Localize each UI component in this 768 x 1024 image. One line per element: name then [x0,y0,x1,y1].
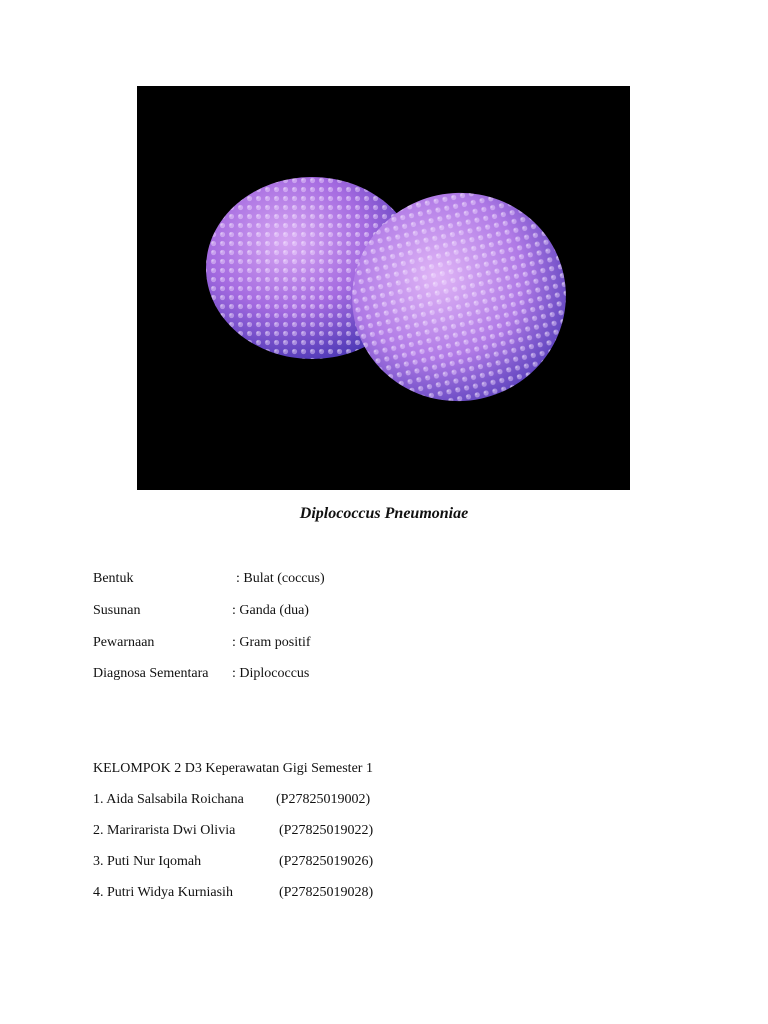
property-label: Susunan [93,602,141,618]
group-title: KELOMPOK 2 D3 Keperawatan Gigi Semester 1 [93,761,373,776]
member-nim: (P27825019022) [279,823,374,838]
property-value: : Gram positif [232,634,311,650]
property-label: Bentuk [93,571,134,586]
property-value: : Ganda (dua) [232,602,309,618]
member-name: 2. Marirarista Dwi Olivia [93,823,236,838]
member-row [93,884,373,915]
figure-caption: Diplococcus Pneumoniae [299,505,469,522]
member-nim: (P27825019002) [276,792,371,807]
property-label: Diagnosa Sementara [93,666,209,682]
property-value: : Diplococcus [232,666,310,682]
member-row [93,822,373,853]
member-row [93,853,373,884]
member-nim: (P27825019028) [279,885,374,900]
member-name: 1. Aida Salsabila Roichana [93,792,244,807]
member-name: 3. Puti Nur Iqomah [93,854,202,869]
bacteria-micrograph [137,86,630,490]
member-nim: (P27825019026) [279,854,374,869]
property-label: Pewarnaan [93,634,155,650]
group-section [93,760,373,915]
property-value: : Bulat (coccus) [236,571,325,586]
member-row [93,791,373,822]
member-name: 4. Putri Widya Kurniasih [93,885,233,900]
